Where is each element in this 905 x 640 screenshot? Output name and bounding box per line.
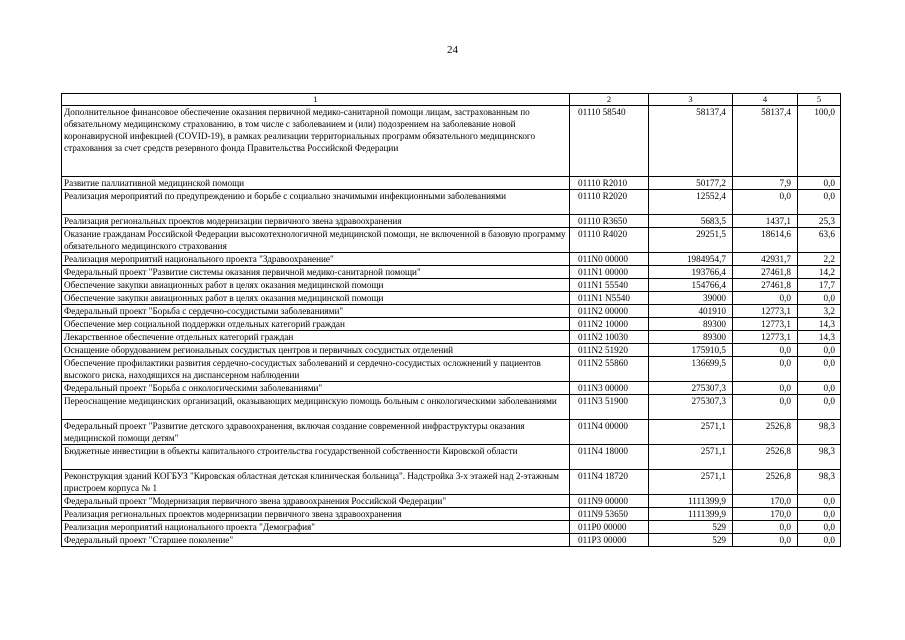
row-plan: 2571,1 <box>649 445 733 470</box>
row-name: Реализация региональных проектов модернизации первичного звена здравоохранения <box>62 215 570 228</box>
table-row <box>62 253 841 266</box>
header-col-3: 3 <box>649 94 733 106</box>
table-row <box>62 266 841 279</box>
row-plan: 12552,4 <box>649 190 733 215</box>
row-name: Обеспечение закупки авиационных работ в целях оказания медицинской помощи <box>62 292 570 305</box>
row-code: 011N9 53650 <box>570 508 649 521</box>
row-name: Лекарственное обеспечение отдельных категорий граждан <box>62 331 570 344</box>
row-name: Реализация региональных проектов модернизации первичного звена здравоохранения <box>62 508 570 521</box>
row-fact: 0,0 <box>733 190 798 215</box>
row-code: 01110 R2010 <box>570 177 649 190</box>
row-code: 011N2 10030 <box>570 331 649 344</box>
row-name: Оказание гражданам Российской Федерации высокотехнологичной медицинской помощи, не включенной в базовую программу обязательного медицинского страхования <box>62 228 570 253</box>
row-fact: 0,0 <box>733 395 798 420</box>
row-percent: 25,3 <box>798 215 841 228</box>
row-percent: 0,0 <box>798 177 841 190</box>
row-fact: 27461,8 <box>733 266 798 279</box>
row-plan: 5683,5 <box>649 215 733 228</box>
table-row <box>62 318 841 331</box>
row-fact: 0,0 <box>733 292 798 305</box>
budget-table <box>61 93 841 547</box>
row-fact: 0,0 <box>733 521 798 534</box>
row-code: 011N4 00000 <box>570 420 649 445</box>
table-row <box>62 228 841 253</box>
table-row <box>62 357 841 382</box>
table-row <box>62 344 841 357</box>
row-name: Обеспечение мер социальной поддержки отдельных категорий граждан <box>62 318 570 331</box>
row-fact: 0,0 <box>733 357 798 382</box>
row-name: Федеральный проект "Модернизация первичного звена здравоохранения Российской Федерации" <box>62 495 570 508</box>
row-code: 011N1 N5540 <box>570 292 649 305</box>
row-fact: 7,9 <box>733 177 798 190</box>
row-fact: 12773,1 <box>733 331 798 344</box>
row-plan: 136699,5 <box>649 357 733 382</box>
table-row <box>62 534 841 547</box>
row-code: 01110 R2020 <box>570 190 649 215</box>
table-row <box>62 382 841 395</box>
row-code: 011N3 00000 <box>570 382 649 395</box>
header-col-5: 5 <box>798 94 841 106</box>
row-plan: 529 <box>649 534 733 547</box>
row-fact: 170,0 <box>733 495 798 508</box>
row-code: 011N2 00000 <box>570 305 649 318</box>
row-plan: 154766,4 <box>649 279 733 292</box>
row-percent: 63,6 <box>798 228 841 253</box>
row-plan: 1111399,9 <box>649 495 733 508</box>
row-name: Федеральный проект "Борьба с сердечно-сосудистыми заболеваниями" <box>62 305 570 318</box>
row-plan: 58137,4 <box>649 106 733 177</box>
row-fact: 12773,1 <box>733 305 798 318</box>
row-code: 011N1 55540 <box>570 279 649 292</box>
row-code: 011N2 10000 <box>570 318 649 331</box>
row-plan: 529 <box>649 521 733 534</box>
row-percent: 0,0 <box>798 357 841 382</box>
row-fact: 0,0 <box>733 382 798 395</box>
row-fact: 12773,1 <box>733 318 798 331</box>
row-plan: 39000 <box>649 292 733 305</box>
row-code: 01110 R4020 <box>570 228 649 253</box>
row-name: Дополнительное финансовое обеспечение оказания первичной медико-санитарной помощи лицам, застрахованным по обязательному медицинскому страхованию, в том числе с заболеванием и (или) подозрением на заболевание новой коронавирусной инфекцией (COVID-19), в рамках реализации территориальных программ обязательного медицинского страхования за счет средств резервного фонда Правительства Российской Федерации <box>62 106 570 177</box>
row-fact: 42931,7 <box>733 253 798 266</box>
row-plan: 275307,3 <box>649 382 733 395</box>
row-code: 011N2 51920 <box>570 344 649 357</box>
row-fact: 18614,6 <box>733 228 798 253</box>
table-row <box>62 279 841 292</box>
row-code: 011N9 00000 <box>570 495 649 508</box>
row-percent: 0,0 <box>798 521 841 534</box>
page-number: 24 <box>447 44 458 56</box>
table-row <box>62 420 841 445</box>
row-code: 011N3 51900 <box>570 395 649 420</box>
row-plan: 89300 <box>649 318 733 331</box>
table-row <box>62 395 841 420</box>
row-fact: 2526,8 <box>733 420 798 445</box>
row-percent: 0,0 <box>798 495 841 508</box>
row-plan: 29251,5 <box>649 228 733 253</box>
row-name: Оснащение оборудованием региональных сосудистых центров и первичных сосудистых отделений <box>62 344 570 357</box>
row-percent: 17,7 <box>798 279 841 292</box>
table-row <box>62 445 841 470</box>
table-row <box>62 305 841 318</box>
row-plan: 1111399,9 <box>649 508 733 521</box>
table-row <box>62 495 841 508</box>
row-percent: 3,2 <box>798 305 841 318</box>
row-code: 011P0 00000 <box>570 521 649 534</box>
row-percent: 98,3 <box>798 470 841 495</box>
row-plan: 50177,2 <box>649 177 733 190</box>
row-plan: 175910,5 <box>649 344 733 357</box>
row-name: Реализация мероприятий национального проекта "Демография" <box>62 521 570 534</box>
row-percent: 98,3 <box>798 420 841 445</box>
table-row <box>62 215 841 228</box>
table-row <box>62 106 841 177</box>
table-row <box>62 177 841 190</box>
row-fact: 0,0 <box>733 344 798 357</box>
row-percent: 0,0 <box>798 190 841 215</box>
row-percent: 14,3 <box>798 331 841 344</box>
row-percent: 14,3 <box>798 318 841 331</box>
row-plan: 275307,3 <box>649 395 733 420</box>
row-plan: 401910 <box>649 305 733 318</box>
row-name: Обеспечение закупки авиационных работ в целях оказания медицинской помощи <box>62 279 570 292</box>
table-row <box>62 508 841 521</box>
table-row <box>62 470 841 495</box>
row-code: 011N2 55860 <box>570 357 649 382</box>
row-percent: 0,0 <box>798 344 841 357</box>
row-name: Реконструкция зданий КОГБУЗ "Кировская областная детская клиническая больница". Надстройка 3-х этажей над 2-этажным пристроем корпуса № 1 <box>62 470 570 495</box>
row-code: 011N1 00000 <box>570 266 649 279</box>
header-col-4: 4 <box>733 94 798 106</box>
header-col-1: 1 <box>62 94 570 106</box>
row-plan: 1984954,7 <box>649 253 733 266</box>
row-name: Реализация мероприятий национального проекта "Здравоохранение" <box>62 253 570 266</box>
row-plan: 2571,1 <box>649 470 733 495</box>
row-fact: 2526,8 <box>733 470 798 495</box>
row-name: Федеральный проект "Развитие системы оказания первичной медико-санитарной помощи" <box>62 266 570 279</box>
table-row <box>62 521 841 534</box>
row-percent: 14,2 <box>798 266 841 279</box>
row-name: Реализация мероприятий по предупреждению и борьбе с социально значимыми инфекционными заболеваниями <box>62 190 570 215</box>
row-fact: 58137,4 <box>733 106 798 177</box>
row-percent: 98,3 <box>798 445 841 470</box>
table-row <box>62 331 841 344</box>
row-code: 011N4 18720 <box>570 470 649 495</box>
row-fact: 27461,8 <box>733 279 798 292</box>
row-percent: 0,0 <box>798 382 841 395</box>
row-percent: 0,0 <box>798 395 841 420</box>
row-code: 01110 R3650 <box>570 215 649 228</box>
row-code: 011N0 00000 <box>570 253 649 266</box>
row-name: Федеральный проект "Развитие детского здравоохранения, включая создание современной инфраструктуры оказания медицинской помощи детям" <box>62 420 570 445</box>
row-code: 011P3 00000 <box>570 534 649 547</box>
row-percent: 0,0 <box>798 292 841 305</box>
row-name: Федеральный проект "Борьба с онкологическими заболеваниями" <box>62 382 570 395</box>
table-row <box>62 190 841 215</box>
row-fact: 1437,1 <box>733 215 798 228</box>
row-name: Федеральный проект "Старшее поколение" <box>62 534 570 547</box>
header-col-2: 2 <box>570 94 649 106</box>
row-percent: 0,0 <box>798 508 841 521</box>
table-row <box>62 292 841 305</box>
row-name: Переоснащение медицинских организаций, оказывающих медицинскую помощь больным с онкологическими заболеваниями <box>62 395 570 420</box>
row-plan: 193766,4 <box>649 266 733 279</box>
row-fact: 170,0 <box>733 508 798 521</box>
row-code: 011N4 18000 <box>570 445 649 470</box>
row-fact: 2526,8 <box>733 445 798 470</box>
row-code: 01110 58540 <box>570 106 649 177</box>
row-fact: 0,0 <box>733 534 798 547</box>
row-name: Обеспечение профилактики развития сердечно-сосудистых заболеваний и сердечно-сосудистых осложнений у пациентов высокого риска, находящихся на диспансерном наблюдении <box>62 357 570 382</box>
row-name: Бюджетные инвестиции в объекты капитального строительства государственной собственности Кировской области <box>62 445 570 470</box>
table-header-row <box>62 94 841 106</box>
row-percent: 100,0 <box>798 106 841 177</box>
row-name: Развитие паллиативной медицинской помощи <box>62 177 570 190</box>
row-plan: 89300 <box>649 331 733 344</box>
row-percent: 0,0 <box>798 534 841 547</box>
row-plan: 2571,1 <box>649 420 733 445</box>
row-percent: 2,2 <box>798 253 841 266</box>
